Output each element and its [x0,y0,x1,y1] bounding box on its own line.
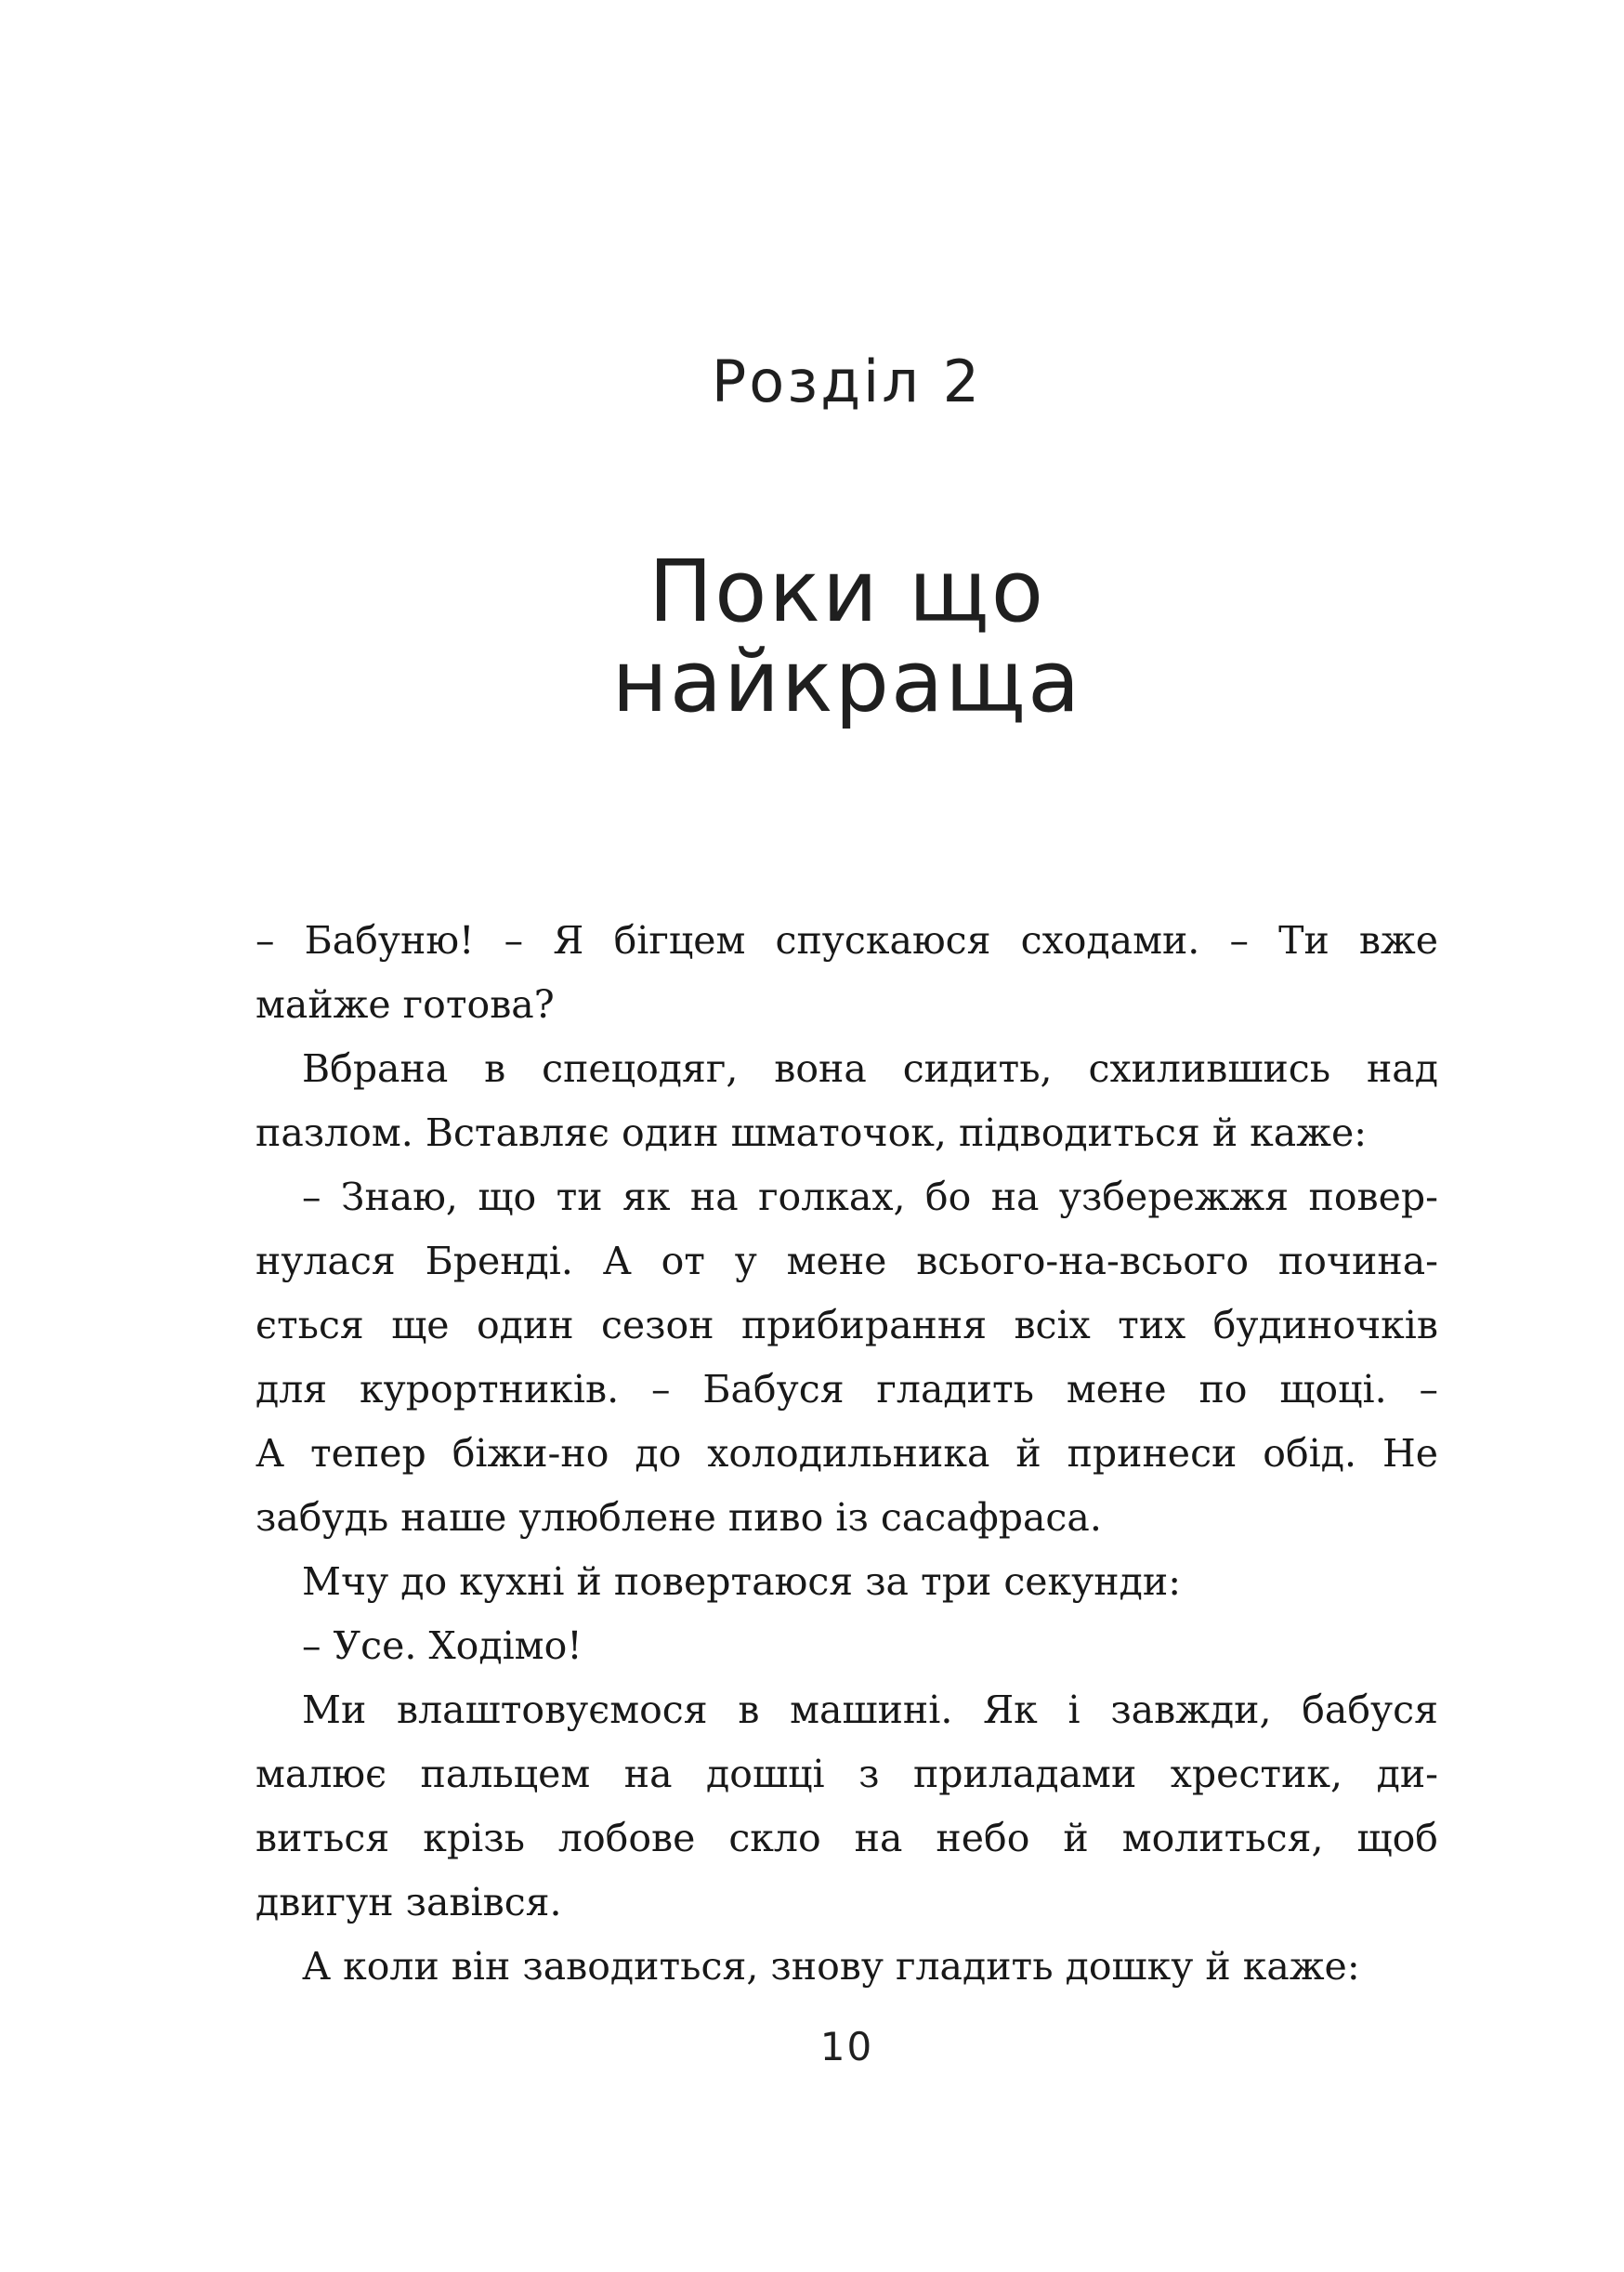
text-line: малює пальцем на дошці з приладами хрестик, ди- [255,1752,1438,1796]
paragraph [255,1165,1438,1550]
chapter-title-line-1: Поки що [648,542,1045,641]
text-line: нулася Бренді. А от у мене всього-на-всього почина- [255,1239,1438,1283]
chapter-title-line-2: найкраща [611,632,1082,731]
text-line: Мчу до кухні й повертаюся за три секунди: [302,1559,1182,1604]
text-line: – Знаю, що ти як на голках, бо на узбережжя повер- [302,1175,1438,1219]
text-line: Вбрана в спецодяг, вона сидить, схилившись над [302,1046,1438,1091]
text-line: пазлом. Вставляє один шматочок, підводиться й каже: [255,1110,1368,1155]
paragraph [255,1678,1438,1935]
body-text [255,909,1438,1999]
paragraph [255,1935,1438,1999]
text-line: двигун завівся. [255,1880,562,1924]
text-line: виться крізь лобове скло на небо й молиться, щоб [255,1816,1438,1860]
text-line: забудь наше улюблене пиво із сасафраса. [255,1495,1102,1540]
page-number: 10 [819,2024,874,2069]
text-line: – Усе. Ходімо! [302,1623,583,1668]
paragraph [255,1550,1438,1614]
chapter-title [255,542,1438,731]
text-line: А тепер біжи-но до холодильника й принеси обід. Не [255,1431,1438,1476]
text-line: – Бабуню! – Я бігцем спускаюся сходами. – Ти вже [255,918,1438,963]
paragraph [255,909,1438,1037]
text-line: ється ще один сезон прибирання всіх тих будиночків [255,1303,1438,1347]
text-line: А коли він заводиться, знову гладить дошку й каже: [302,1944,1360,1989]
paragraph [255,1614,1438,1678]
text-line: майже готова? [255,982,555,1027]
text-line: для курортників. – Бабуся гладить мене по щоці. – [255,1367,1438,1412]
paragraph [255,1037,1438,1165]
chapter-label: Розділ 2 [711,348,983,415]
text-line: Ми влаштовуємося в машині. Як і завжди, бабуся [302,1688,1438,1732]
